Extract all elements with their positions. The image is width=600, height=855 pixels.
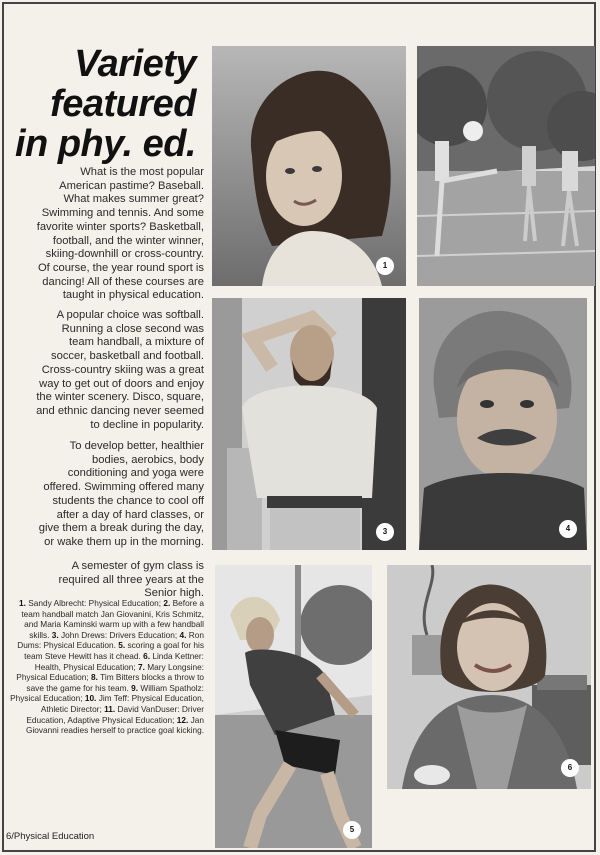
headline-line-1: Variety bbox=[74, 43, 196, 85]
photo-number-4: 4 bbox=[559, 520, 577, 538]
caption-10: 10. Jim Teff: Physical Education, Athletic Director; bbox=[40, 693, 204, 714]
body-paragraph-4: A semester of gym class is required all three years at the Senior high. bbox=[58, 560, 204, 600]
photo-number-3: 3 bbox=[376, 523, 394, 541]
photo-6 bbox=[387, 565, 591, 789]
photo-captions bbox=[8, 598, 204, 736]
photo-5 bbox=[215, 565, 372, 848]
body-paragraph-2: A popular choice was softball. Running a close second was team handball, a mixture of soccer, basketball and football. Cross-country skiing was a great way to get out of doors and enjoy the winter scenery. Disco, square, and ethnic dancing never seemed to decline in popularity. bbox=[36, 309, 204, 431]
page-folio: 6/Physical Education bbox=[6, 831, 95, 842]
photo-4 bbox=[419, 298, 587, 550]
caption-7: 7. Mary Longsine: Physical Education; bbox=[16, 661, 204, 683]
photo-number-5: 5 bbox=[343, 821, 361, 839]
headline-line-3: in phy. ed. bbox=[15, 123, 196, 165]
photo-1 bbox=[212, 46, 406, 286]
caption-9: 9. William Spatholz: Physical Education; bbox=[10, 682, 204, 704]
body-paragraph-3: To develop better, healthier bodies, aerobics, body conditioning and yoga were offered. Swimming offered many students the chance to cool off after a day of hard classes, or give them a break during the day, or wake them up in the morning. bbox=[38, 440, 204, 548]
body-paragraph-1: What is the most popular American pastime? Baseball. What makes summer great? Swimming and tennis. And some favorite winter sports? Basketball, football, and the winter winner, skiing-downhill or cross-country. Of course, the year round sport is dancing! All of these courses are taught in physical education. bbox=[36, 166, 204, 302]
caption-8: 8. Tim Bitters blocks a throw to save the game for his team. bbox=[26, 672, 204, 693]
caption-11: 11. David VanDuser: Driver Education, Adaptive Physical Education; bbox=[26, 703, 204, 725]
photo-number-6: 6 bbox=[561, 759, 579, 777]
caption-4: 4. Ron Dums: Physical Education. bbox=[17, 629, 204, 651]
caption-1: 1. Sandy Albrecht: Physical Education; bbox=[19, 598, 162, 608]
photo-2 bbox=[417, 46, 595, 286]
caption-6: 6. Linda Kettner: Health, Physical Education; bbox=[34, 650, 204, 672]
headline-line-2: featured bbox=[50, 83, 196, 125]
caption-5: 5. scoring a goal for his team Steve Hewitt has it chead. bbox=[24, 640, 204, 661]
headline bbox=[0, 44, 196, 164]
photo-3 bbox=[212, 298, 406, 550]
caption-3: 3. John Drews: Drivers Education; bbox=[51, 629, 178, 640]
caption-2: 2. Before a team handball match Jan Giovanini, Kris Schmitz, and Maria Kaminski warm up with a few handball skills. bbox=[21, 598, 204, 640]
photo-number-1: 1 bbox=[376, 257, 394, 275]
caption-12: 12. Jan Giovanni readies herself to practice goal kicking. bbox=[25, 714, 204, 736]
